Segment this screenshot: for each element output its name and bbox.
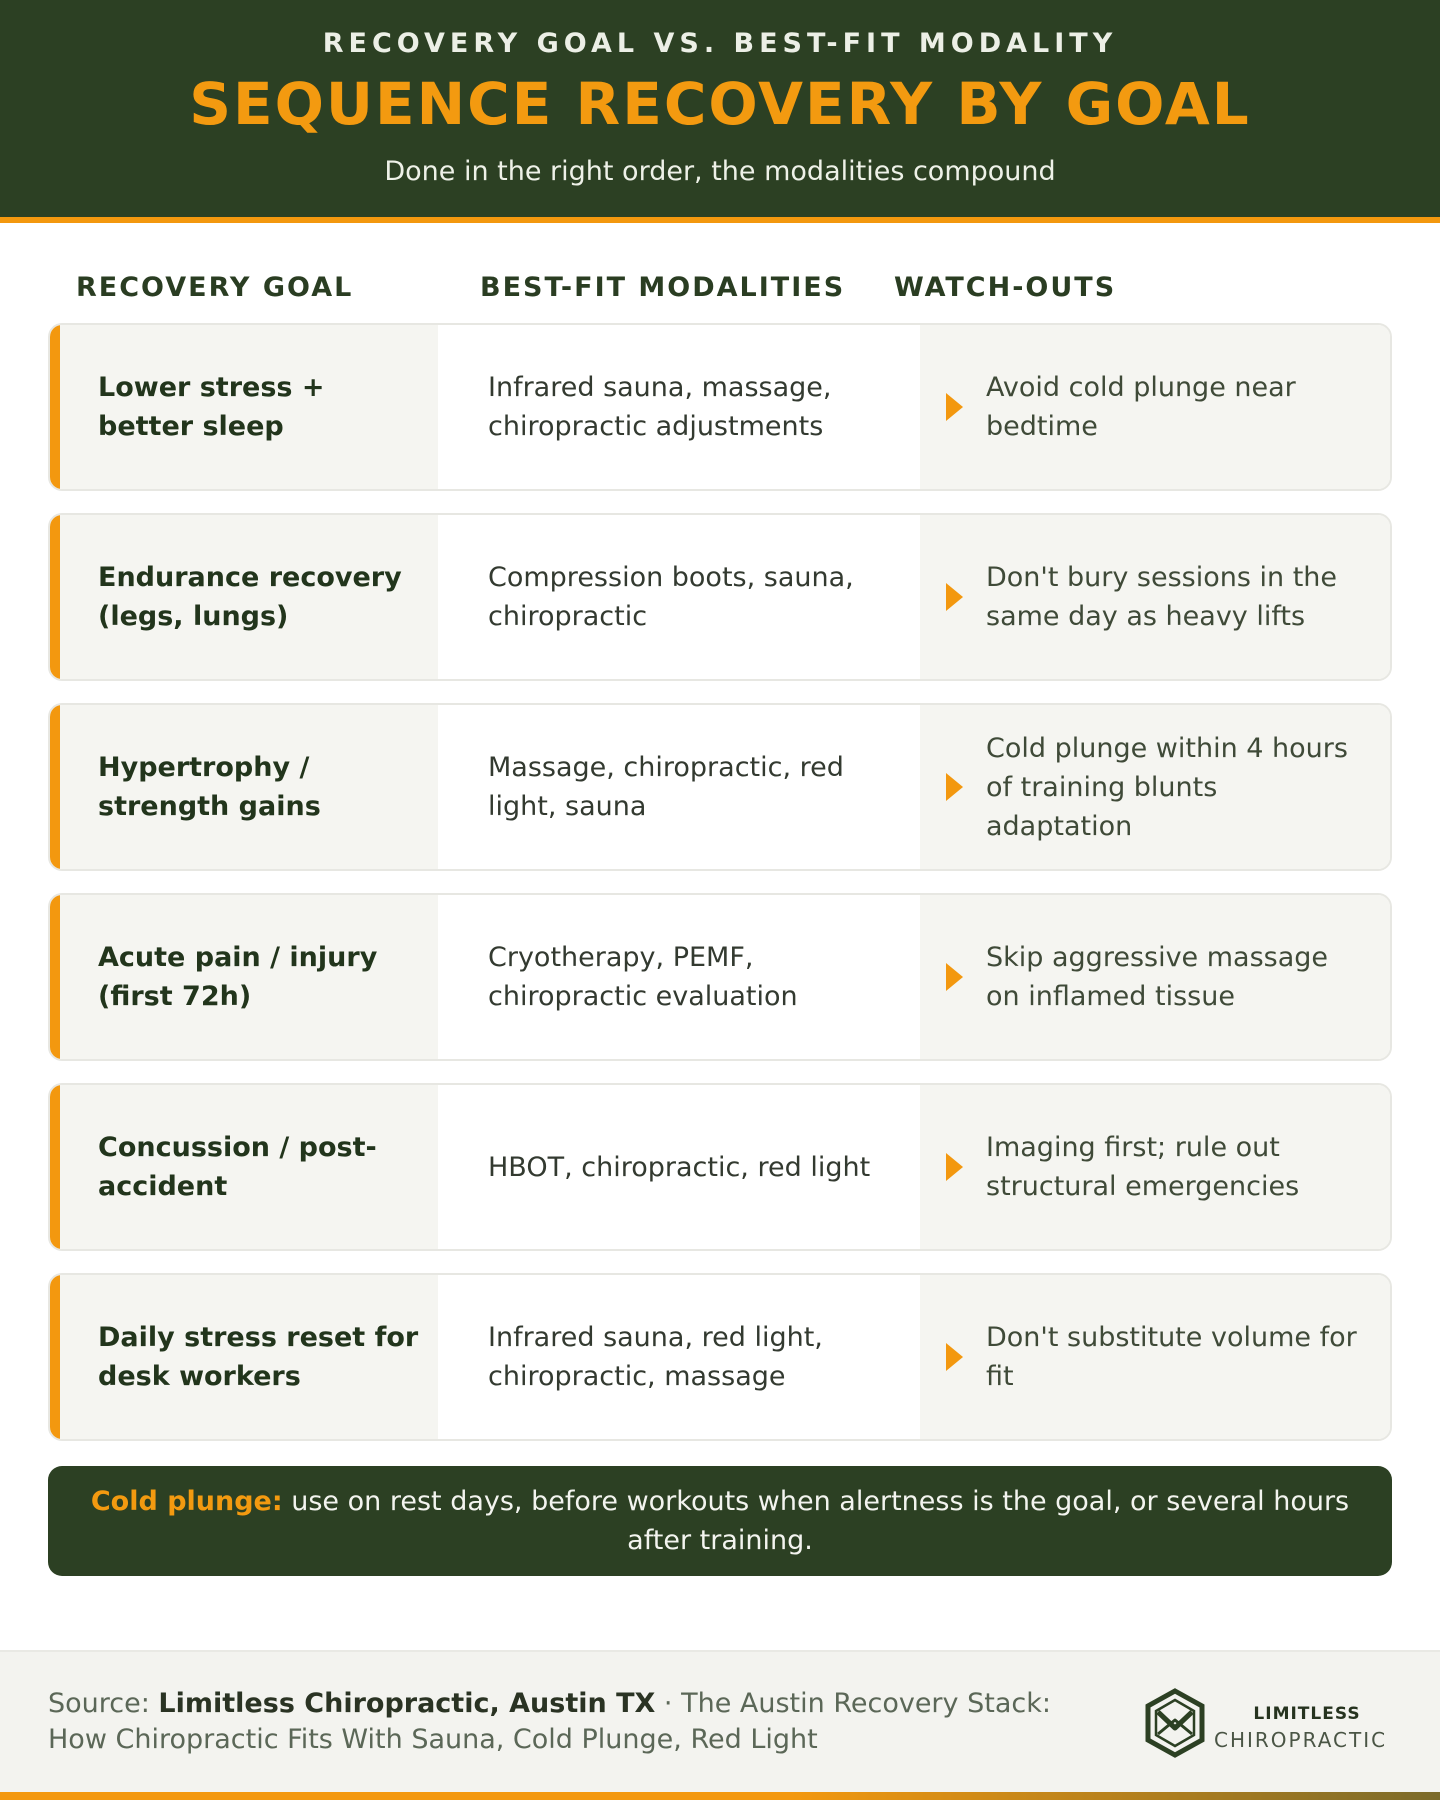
modalities-cell — [438, 1085, 920, 1249]
goal-text: Daily stress reset for desk workers — [98, 1322, 419, 1392]
goal-cell — [60, 325, 438, 489]
limitless-hexagon-logo-icon — [1144, 1688, 1206, 1758]
triangle-arrow-icon — [946, 1343, 963, 1371]
note-text — [88, 1482, 1352, 1560]
page-subtitle: Done in the right order, the modalities compound — [384, 156, 1056, 187]
goal-cell — [60, 1275, 438, 1439]
modalities-cell — [438, 515, 920, 679]
triangle-arrow-icon — [946, 773, 963, 801]
column-header-modalities: BEST-FIT MODALITIES — [480, 272, 846, 303]
logo-wordmark-top: LIMITLESS — [1253, 1704, 1361, 1724]
source-citation — [48, 1686, 1068, 1758]
table-row — [48, 323, 1392, 491]
watchout-cell — [920, 325, 1390, 489]
header-kicker: RECOVERY GOAL VS. BEST-FIT MODALITY — [322, 28, 1118, 59]
source-prefix: Source: — [48, 1688, 159, 1719]
source-article: · The Austin Recovery Stack: How Chiropractic Fits With Sauna, Cold Plunge, Red Light — [48, 1688, 1051, 1755]
modalities-text: Infrared sauna, massage, chiropractic adjustments — [488, 372, 832, 442]
modalities-text: Infrared sauna, red light, chiropractic, massage — [488, 1322, 823, 1392]
table-row — [48, 1083, 1392, 1251]
note-lead: Cold plunge: — [90, 1486, 283, 1517]
watchout-text: Imaging first; rule out structural emergencies — [986, 1132, 1300, 1202]
footer — [0, 1650, 1440, 1800]
modalities-cell — [438, 895, 920, 1059]
page-title: SEQUENCE RECOVERY BY GOAL — [189, 70, 1251, 138]
table-row — [48, 513, 1392, 681]
watchout-cell — [920, 515, 1390, 679]
row-accent-bar — [50, 1275, 60, 1439]
watchout-text: Don't bury sessions in the same day as heavy lifts — [986, 562, 1338, 632]
goal-cell — [60, 1085, 438, 1249]
goal-text: Concussion / post-accident — [98, 1132, 377, 1202]
modalities-cell — [438, 1275, 920, 1439]
modalities-text: Massage, chiropractic, red light, sauna — [488, 752, 844, 822]
table-row — [48, 1273, 1392, 1441]
watchout-cell — [920, 1085, 1390, 1249]
goal-text: Endurance recovery (legs, lungs) — [98, 562, 402, 632]
triangle-arrow-icon — [946, 583, 963, 611]
watchout-text: Avoid cold plunge near bedtime — [986, 372, 1296, 442]
source-name: Limitless Chiropractic, Austin TX — [158, 1688, 656, 1719]
row-accent-bar — [50, 705, 60, 869]
modalities-text: Compression boots, sauna, chiropractic — [488, 562, 854, 632]
triangle-arrow-icon — [946, 963, 963, 991]
goal-cell — [60, 895, 438, 1059]
header-banner — [0, 0, 1440, 223]
goal-text: Hypertrophy / strength gains — [98, 752, 321, 822]
row-accent-bar — [50, 1085, 60, 1249]
modalities-text: Cryotherapy, PEMF, chiropractic evaluation — [488, 942, 798, 1012]
cold-plunge-note — [48, 1466, 1392, 1576]
footer-accent-bar — [0, 1792, 1440, 1800]
modalities-text: HBOT, chiropractic, red light — [488, 1151, 871, 1183]
row-accent-bar — [50, 515, 60, 679]
modalities-cell — [438, 705, 920, 869]
watchout-text: Cold plunge within 4 hours of training blunts adaptation — [986, 732, 1348, 842]
modalities-cell — [438, 325, 920, 489]
logo-wordmark-bottom: CHIROPRACTIC — [1214, 1728, 1388, 1752]
table-row — [48, 703, 1392, 871]
goal-text: Lower stress + better sleep — [98, 372, 325, 442]
triangle-arrow-icon — [946, 1153, 963, 1181]
goal-cell — [60, 705, 438, 869]
watchout-cell — [920, 705, 1390, 869]
row-accent-bar — [50, 325, 60, 489]
column-header-watchouts: WATCH-OUTS — [894, 272, 1117, 303]
triangle-arrow-icon — [946, 393, 963, 421]
watchout-cell — [920, 1275, 1390, 1439]
watchout-text: Don't substitute volume for fit — [986, 1322, 1357, 1392]
note-body: use on rest days, before workouts when alertness is the goal, or several hours after training. — [282, 1486, 1350, 1556]
column-header-goal: RECOVERY GOAL — [76, 272, 354, 303]
goal-text: Acute pain / injury (first 72h) — [98, 942, 378, 1012]
goal-cell — [60, 515, 438, 679]
watchout-text: Skip aggressive massage on inflamed tissue — [986, 942, 1329, 1012]
watchout-cell — [920, 895, 1390, 1059]
table-row — [48, 893, 1392, 1061]
row-accent-bar — [50, 895, 60, 1059]
